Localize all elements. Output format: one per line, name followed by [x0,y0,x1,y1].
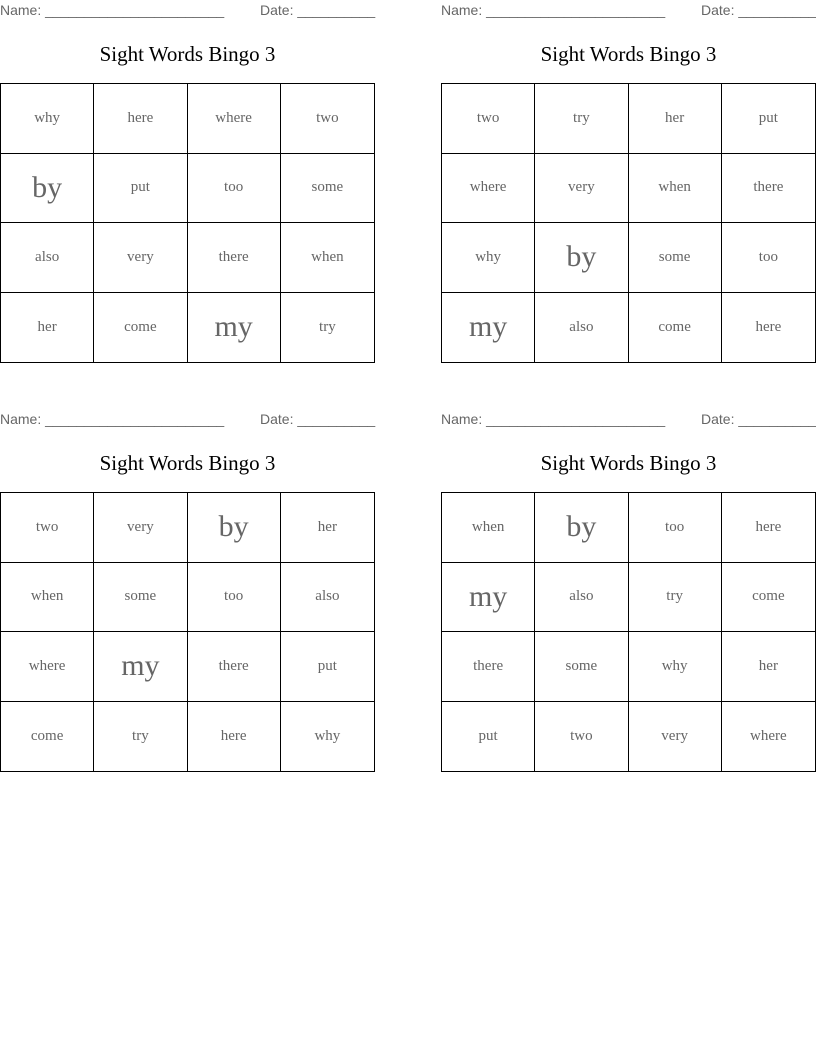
bingo-cell: when [281,223,374,293]
bingo-cell: by [188,493,281,563]
date-field: Date: __________ [260,411,376,427]
bingo-cell: also [281,563,374,633]
bingo-cell: come [1,702,94,772]
card-title: Sight Words Bingo 3 [99,42,276,66]
bingo-cell: where [188,84,281,154]
bingo-card [0,409,375,774]
bingo-cell: my [442,563,535,633]
bingo-cell: when [629,154,722,224]
bingo-cell: some [94,563,187,633]
bingo-cell: there [188,632,281,702]
bingo-cell: try [94,702,187,772]
bingo-cell: come [629,293,722,363]
bingo-cell: by [535,223,628,293]
bingo-cell: why [314,727,341,744]
bingo-cell: too [722,223,815,293]
bingo-card [441,409,816,774]
bingo-cell: there [188,223,281,293]
bingo-cell: where [442,154,535,224]
bingo-cell: come [94,293,187,363]
bingo-cell: her [722,632,815,702]
bingo-cell: very [629,702,722,772]
bingo-cell: put [442,702,535,772]
bingo-cell: two [281,84,374,154]
bingo-cell: my [188,293,281,363]
bingo-cell: her [281,493,374,563]
bingo-card [441,0,816,365]
bingo-cell: here [94,84,187,154]
bingo-card [0,0,375,365]
bingo-cell: very [535,154,628,224]
card-title: Sight Words Bingo 3 [99,451,276,475]
name-field: Name: _______________________ [441,2,666,18]
bingo-cell: two [535,702,628,772]
card-title: Sight Words Bingo 3 [540,42,717,66]
bingo-cell: come [722,563,815,633]
bingo-cell: two [1,493,94,563]
bingo-cell: too [188,563,281,633]
bingo-cell: her [1,293,94,363]
date-field: Date: __________ [701,411,816,427]
bingo-cell: two [442,84,535,154]
bingo-cell: why [442,223,535,293]
bingo-cell: too [629,493,722,563]
bingo-cell: here [722,493,815,563]
bingo-cell: why [629,632,722,702]
card-title: Sight Words Bingo 3 [540,451,717,475]
bingo-cell: where [750,727,787,744]
bingo-cell: here [188,702,281,772]
name-field: Name: _______________________ [0,411,225,427]
bingo-cell: her [629,84,722,154]
bingo-grid [441,83,816,363]
bingo-cell: by [1,154,94,224]
bingo-cell: also [1,223,94,293]
bingo-cell: some [535,632,628,702]
bingo-cell: also [535,293,628,363]
bingo-cell: there [442,632,535,702]
bingo-cell: here [755,318,782,335]
date-field: Date: __________ [701,2,816,18]
bingo-cell: also [535,563,628,633]
bingo-cell: try [535,84,628,154]
bingo-cell: put [281,632,374,702]
bingo-cell: when [1,563,94,633]
bingo-cell: very [94,493,187,563]
bingo-grid [0,492,375,772]
bingo-cell: put [722,84,815,154]
bingo-grid [0,83,375,363]
name-field: Name: _______________________ [0,2,225,18]
bingo-cell: very [94,223,187,293]
bingo-cell: my [94,632,187,702]
bingo-cell: where [1,632,94,702]
bingo-cell: there [722,154,815,224]
name-field: Name: _______________________ [441,411,666,427]
bingo-cell: why [1,84,94,154]
bingo-cell: some [629,223,722,293]
bingo-cell: too [188,154,281,224]
bingo-cell: put [94,154,187,224]
bingo-cell: my [442,293,535,363]
bingo-cell: try [319,318,336,335]
date-field: Date: __________ [260,2,376,18]
bingo-cell: some [281,154,374,224]
bingo-cell: when [442,493,535,563]
bingo-cell: try [629,563,722,633]
bingo-cell: by [535,493,628,563]
bingo-grid [441,492,816,772]
